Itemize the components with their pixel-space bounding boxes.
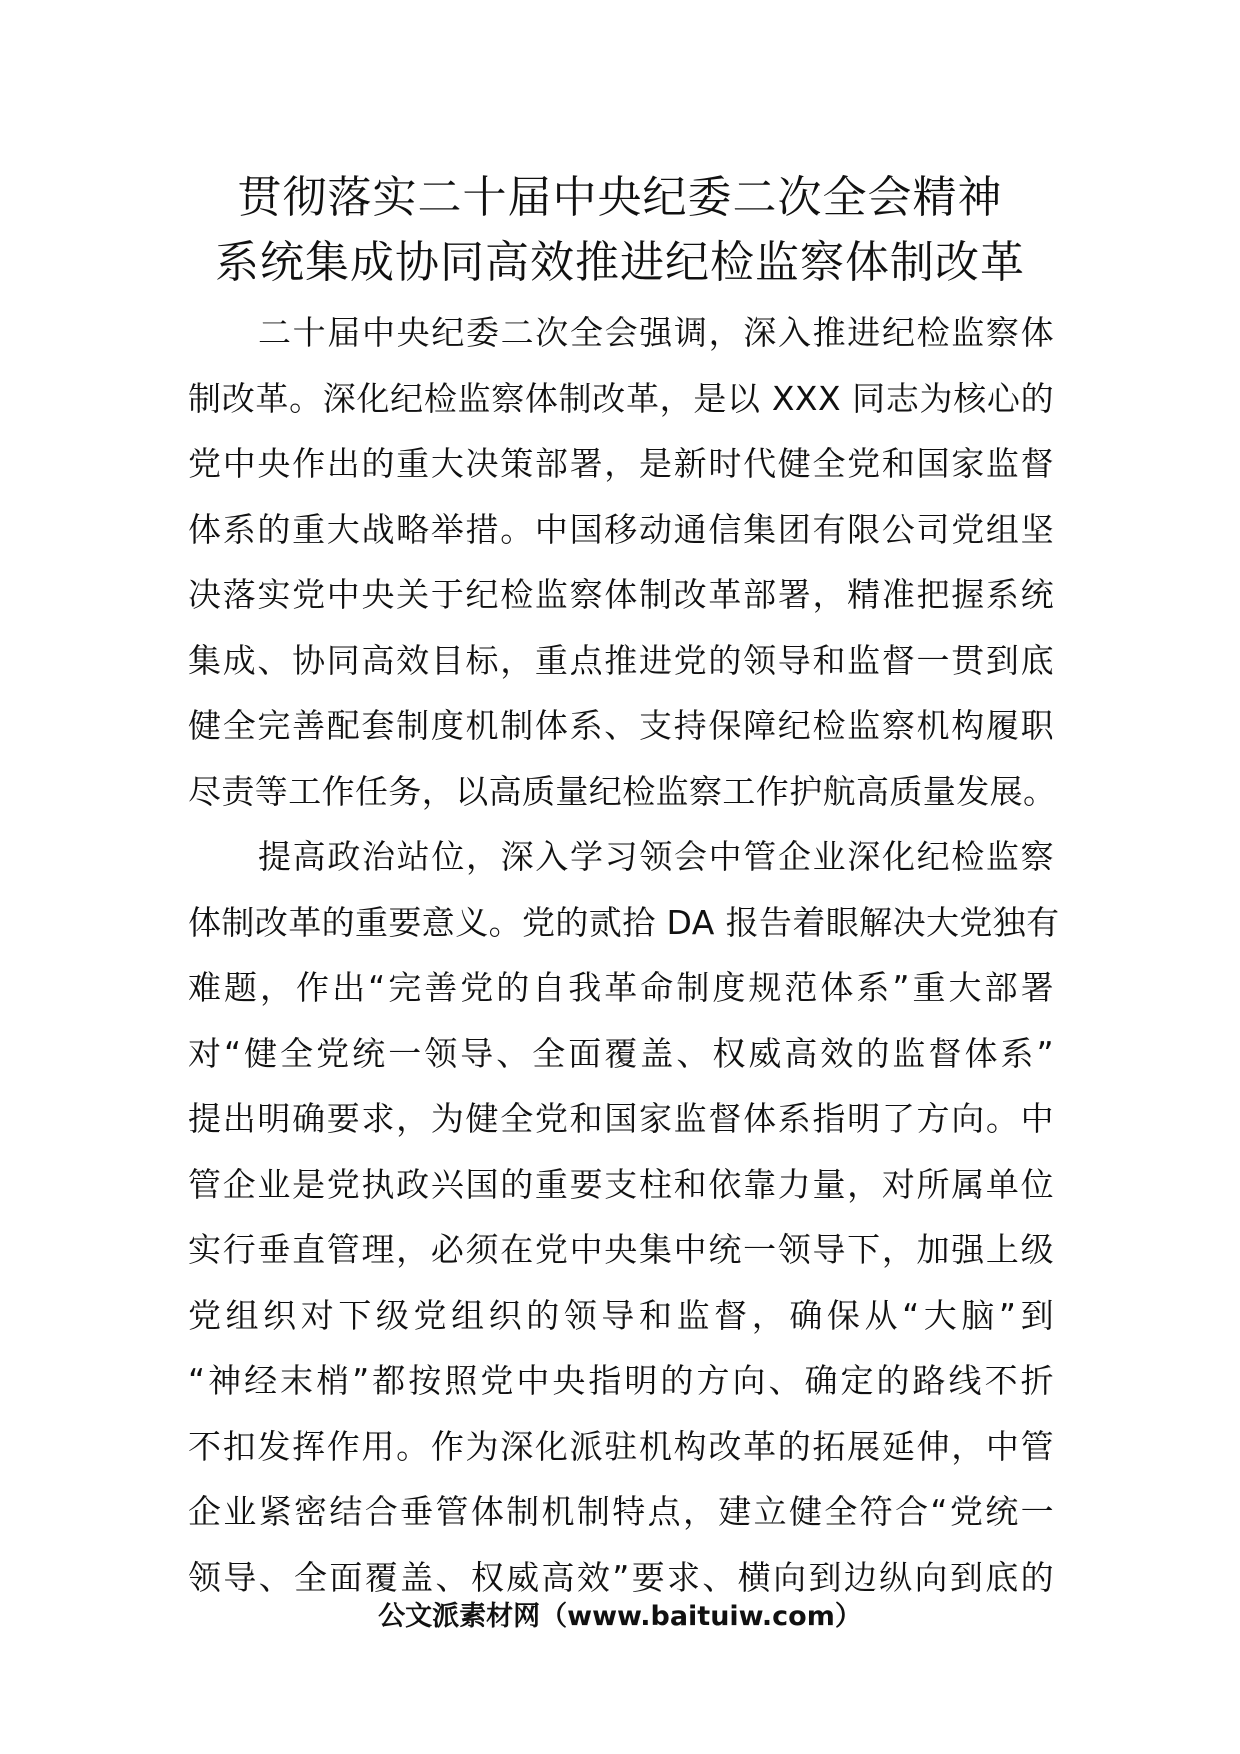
paragraph-2-line: 提出明确要求，为健全党和国家监督体系指明了方向。中 xyxy=(188,1099,1054,1138)
paragraph-1-line: 制改革。深化纪检监察体制改革，是以 XXX 同志为核心的 xyxy=(188,378,1054,418)
paragraph-2-line: 实行垂直管理，必须在党中央集中统一领导下，加强上级 xyxy=(188,1230,1054,1269)
document-title-line-1: 贯彻落实二十届中央纪委二次全会精神 xyxy=(237,172,1003,223)
paragraph-1-line: 二十届中央纪委二次全会强调，深入推进纪检监察体 xyxy=(258,313,1054,352)
paragraph-2-line: 不扣发挥作用。作为深化派驻机构改革的拓展延伸，中管 xyxy=(188,1426,1054,1466)
paragraph-2-line: 管企业是党执政兴国的重要支柱和依靠力量，对所属单位 xyxy=(188,1164,1054,1204)
paragraph-1-line: 集成、协同高效目标，重点推进党的领导和监督一贯到底 xyxy=(188,640,1054,680)
document-body xyxy=(188,300,1060,1610)
paragraph-1-line: 党中央作出的重大决策部署，是新时代健全党和国家监督 xyxy=(188,444,1054,483)
paragraph-2-line: 党组织对下级党组织的领导和监督，确保从“大脑”到 xyxy=(188,1295,1054,1335)
paragraph-1-line: 健全完善配套制度机制体系、支持保障纪检监察机构履职 xyxy=(188,706,1054,745)
paragraph-2-line: 领导、全面覆盖、权威高效”要求、横向到边纵向到底的 xyxy=(188,1557,1054,1597)
paragraph-2-line: 提高政治站位，深入学习领会中管企业深化纪检监察 xyxy=(258,837,1054,876)
paragraph-2-line: 企业紧密结合垂管体制机制特点，建立健全符合“党统一 xyxy=(188,1492,1054,1531)
footer-watermark: 公文派素材网（www.baituiw.com） xyxy=(378,1601,862,1632)
document-title-line-2: 系统集成协同高效推进纪检监察体制改革 xyxy=(215,237,1025,288)
paragraph-2-line: 难题，作出“完善党的自我革命制度规范体系”重大部署 xyxy=(188,968,1054,1007)
paragraph-2-line: 体制改革的重要意义。党的贰拾 DA 报告着眼解决大党独有 xyxy=(188,902,1060,942)
paragraph-1-line: 体系的重大战略举措。中国移动通信集团有限公司党组坚 xyxy=(188,509,1054,549)
paragraph-1-line: 决落实党中央关于纪检监察体制改革部署，精准把握系统 xyxy=(188,575,1054,614)
paragraph-2-line: “神经末梢”都按照党中央指明的方向、确定的路线不折 xyxy=(188,1361,1054,1400)
paragraph-2-line: 对“健全党统一领导、全面覆盖、权威高效的监督体系” xyxy=(188,1033,1054,1073)
paragraph-1-line: 尽责等工作任务，以高质量纪检监察工作护航高质量发展。 xyxy=(188,771,1057,811)
